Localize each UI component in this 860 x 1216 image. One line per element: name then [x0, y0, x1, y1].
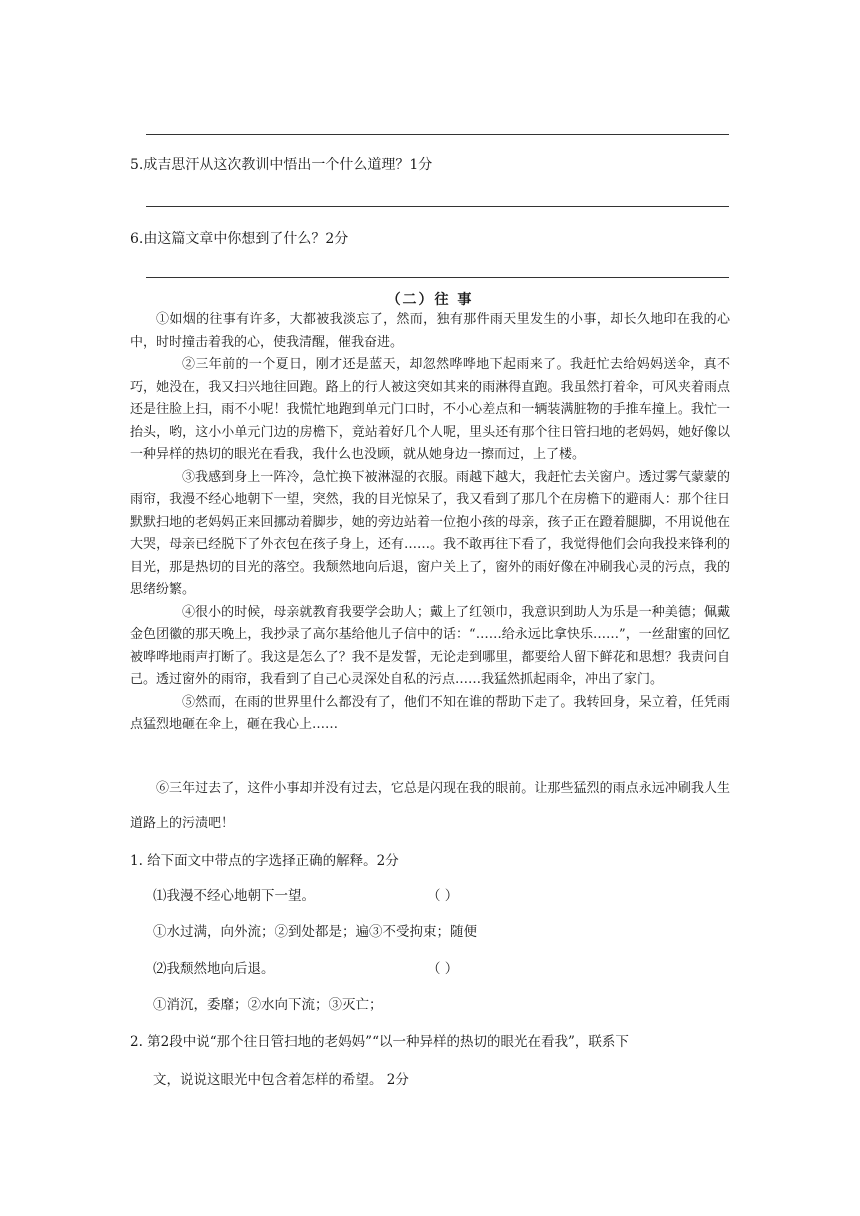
answer-line: [146, 277, 729, 278]
paragraph-4: ④很小的时候，母亲就教育我要学会助人；戴上了红领巾，我意识到助人为乐是一种美德；佩戴金色团徽的那天晚上，我抄录了高尔基给他儿子信中的话：“……给永远比拿快乐……”，一丝甜蜜的回忆被哗哗地雨声打断了。我这是怎么了？我不是发誓，无论走到哪里，都要给人留下鲜花和思想？我责问自己。透过窗外的雨帘，我看到了自己心灵深处自私的污点……我猛然抓起雨伞，冲出了家门。: [130, 604, 730, 687]
answer-line: [146, 134, 729, 135]
passage-title: （二）往 事: [386, 292, 474, 308]
exercise-1-item-1-options: ①水过满，向外流；②到处都是；遍③不受拘束；随便: [153, 924, 477, 940]
paragraph-5: ⑤然而，在雨的世界里什么都没有了，他们不知在谁的帮助下走了。我转回身，呆立着，任凭雨点猛烈地砸在伞上，砸在我心上……: [130, 694, 730, 732]
answer-blank[interactable]: （ ）: [427, 888, 459, 904]
paragraph-3: ③我感到身上一阵冷，急忙换下被淋湿的衣服。雨越下越大，我赶忙去关窗户。透过雾气蒙蒙的雨帘，我漫不经心地朝下一望，突然，我的目光惊呆了，我又看到了那几个在房檐下的避雨人：那个往日默默扫地的老妈妈正来回挪动着脚步，她的旁边站着一位抱小孩的母亲，孩子正在蹬着腿脚，不用说他在大哭，母亲已经脱下了外衣包在孩子身上，还有……。我不敢再往下看了，我觉得他们会向我投来锋利的目光，那是热切的目光的落空。我颓然地向后退，窗户关上了，窗外的雨好像在冲刷我心灵的污点，我的思绪纷繁。: [130, 469, 730, 597]
paragraph-1: ①如烟的往事有许多，大都被我淡忘了，然而，独有那件雨天里发生的小事，却长久地印在我的心中，时时撞击着我的心，使我清醒，催我奋进。: [130, 312, 730, 350]
paragraph-2: ②三年前的一个夏日，刚才还是蓝天，却忽然哗哗地下起雨来了。我赶忙去给妈妈送伞，真不巧，她没在，我又扫兴地往回跑。路上的行人被这突如其来的雨淋得直跑。我虽然打着伞，可风夹着雨点还是往脸上扫，雨不小呢！我慌忙地跑到单元门口时，不小心差点和一辆装满脏物的手推车撞上。我忙一抬头，哟，这小小单元门边的房檐下，竟站着好几个人呢，里头还有那个往日管扫地的老妈妈，她好像以一种异样的热切的眼光在看我，我什么也没顾，就从她身边一擦而过，上了楼。: [130, 357, 730, 462]
answer-line: [146, 206, 729, 207]
paragraph-6: ⑥三年过去了，这件小事却并没有过去，它总是闪现在我的眼前。让那些猛烈的雨点永远冲刷我人生道路上的污渍吧！: [130, 781, 730, 831]
exercise-2-prompt-cont: 文，说说这眼光中包含着怎样的希望。 2分: [153, 1072, 409, 1088]
answer-blank[interactable]: （ ）: [427, 961, 459, 977]
question-5: 5.成吉思汗从这次教训中悟出一个什么道理？1分: [130, 157, 433, 173]
exercise-2-prompt: 2. 第2段中说“那个往日管扫地的老妈妈”“以一种异样的热切的眼光在看我”，联系下: [130, 1034, 629, 1050]
question-6: 6.由这篇文章中你想到了什么？2分: [130, 231, 349, 247]
exercise-1-item-1: ⑴我漫不经心地朝下一望。: [153, 888, 315, 904]
passage-body: [130, 309, 730, 737]
exercise-1-item-2: ⑵我颓然地向后退。: [153, 961, 275, 977]
exercise-1-prompt: 1. 给下面文中带点的字选择正确的解释。2分: [130, 853, 399, 869]
exercise-1-item-2-options: ①消沉，委靡；②水向下流；③灭亡；: [153, 997, 383, 1013]
